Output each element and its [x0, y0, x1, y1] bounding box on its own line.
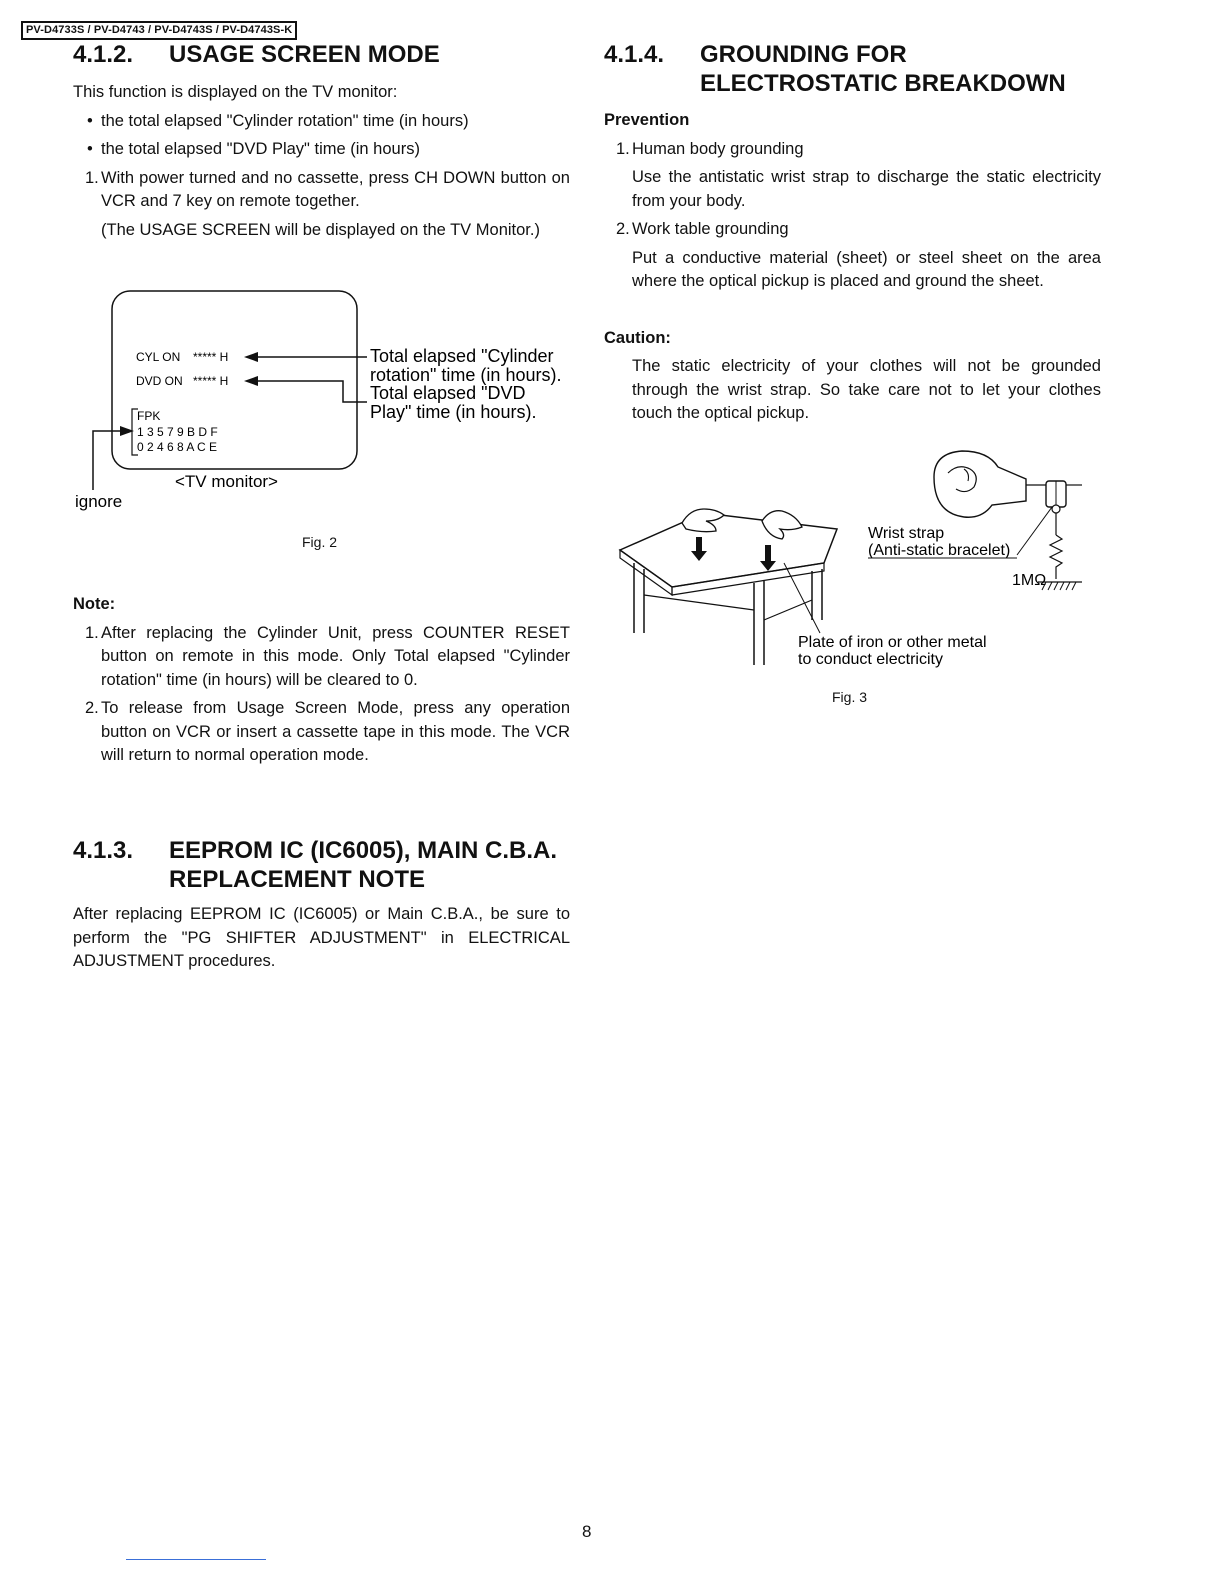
section-heading	[604, 40, 1101, 98]
ground-hatch	[1042, 582, 1076, 590]
note-item: 1. After replacing the Cylinder Unit, press COUNTER RESET button on remote in this mode. Only Total elapsed "Cylinder rotation" time (in hours) will be cleared to 0.	[85, 623, 570, 689]
dvd-description-2: Play" time (in hours).	[370, 402, 537, 422]
section-title: GROUNDING FOR ELECTROSTATIC BREAKDOWN	[700, 41, 1066, 97]
section-body: After replacing EEPROM IC (IC6005) or Main C.B.A., be sure to perform the "PG SHIFTER ADJUSTMENT" in ELECTRICAL ADJUSTMENT procedures.	[73, 905, 570, 970]
down-arrow-icon	[760, 545, 776, 571]
grounding-figure	[612, 445, 1092, 685]
caution-title: Caution:	[604, 328, 671, 347]
section-heading	[73, 836, 570, 894]
dvd-on-label: DVD ON	[136, 374, 183, 388]
caution-body: The static electricity of your clothes will not be grounded through the wrist strap. So take care not to let your clothes touch the optical pickup.	[632, 357, 1101, 422]
footer-link-line	[126, 1559, 266, 1560]
section-number: 4.1.2.	[73, 41, 134, 68]
section-number: 4.1.3.	[73, 837, 134, 864]
fpk-label: FPK	[137, 409, 161, 423]
note-title: Note:	[73, 595, 116, 613]
down-arrow-icon	[691, 537, 707, 561]
note-item: 2. To release from Usage Screen Mode, press any operation button on VCR or insert a cassette tape in this mode. The VCR will return to normal operation mode.	[85, 699, 570, 764]
section-4-1-3	[73, 836, 570, 974]
page-number: 8	[582, 1522, 592, 1541]
plate-label-2: to conduct electricity	[798, 651, 943, 668]
prevention-detail: Use the antistatic wrist strap to discharge the static electricity from your body.	[632, 168, 1101, 210]
work-table	[620, 513, 837, 587]
prevention-detail: Put a conductive material (sheet) or steel sheet on the area where the optical pickup is placed and ground the sheet.	[632, 248, 1101, 290]
section-4-1-4	[604, 40, 1101, 426]
arrow-icon	[244, 376, 258, 386]
bullet-item: • the total elapsed "Cylinder rotation" time (in hours)	[87, 111, 469, 130]
arrow-icon	[244, 352, 258, 362]
dvd-description-1: Total elapsed "DVD	[370, 383, 526, 403]
resistor-label: 1MΩ	[1012, 572, 1047, 589]
cyl-value: ***** H	[193, 350, 229, 364]
hand-icon	[682, 509, 724, 532]
model-header: PV-D4733S / PV-D4743 / PV-D4743S / PV-D4743S-K	[21, 21, 297, 40]
plate-label-1: Plate of iron or other metal	[798, 634, 987, 651]
step-item: 1. With power turned and no cassette, press CH DOWN button on VCR and 7 key on remote together.	[85, 168, 570, 210]
hand-icon	[762, 511, 802, 539]
step-note: (The USAGE SCREEN will be displayed on the TV Monitor.)	[101, 220, 540, 239]
ignore-label: ignore	[75, 492, 123, 511]
note-block	[73, 593, 570, 768]
prevention-title: Prevention	[604, 111, 690, 129]
intro-text: This function is displayed on the TV monitor:	[73, 83, 398, 101]
wrist-strap-sub-label: (Anti-static bracelet)	[868, 542, 1011, 559]
wrist-strap-label: Wrist strap	[868, 525, 945, 542]
section-heading	[73, 40, 570, 69]
cyl-description-2: rotation" time (in hours).	[370, 365, 562, 385]
usage-screen-figure	[60, 285, 580, 520]
bullet-item: • the total elapsed "DVD Play" time (in hours)	[87, 140, 420, 158]
section-title: USAGE SCREEN MODE	[169, 41, 440, 68]
fpk-row-1: 1 3 5 7 9 B D F	[137, 425, 218, 439]
section-title: EEPROM IC (IC6005), MAIN C.B.A. REPLACEMENT NOTE	[169, 837, 558, 893]
cyl-on-label: CYL ON	[136, 350, 181, 364]
tv-monitor-label: <TV monitor>	[175, 472, 278, 491]
section-number: 4.1.4.	[604, 41, 665, 68]
fist-icon	[934, 451, 1026, 517]
prevention-item: 2. Work table grounding	[616, 220, 789, 238]
section-4-1-2	[73, 40, 570, 242]
fig-3-caption: Fig. 3	[832, 689, 868, 705]
cyl-description-1: Total elapsed "Cylinder	[370, 346, 554, 366]
fig-2-caption: Fig. 2	[302, 534, 338, 550]
dvd-value: ***** H	[193, 374, 229, 388]
prevention-item: 1. Human body grounding	[616, 139, 804, 158]
fpk-row-2: 0 2 4 6 8 A C E	[137, 440, 218, 454]
resistor-icon	[1050, 535, 1062, 579]
